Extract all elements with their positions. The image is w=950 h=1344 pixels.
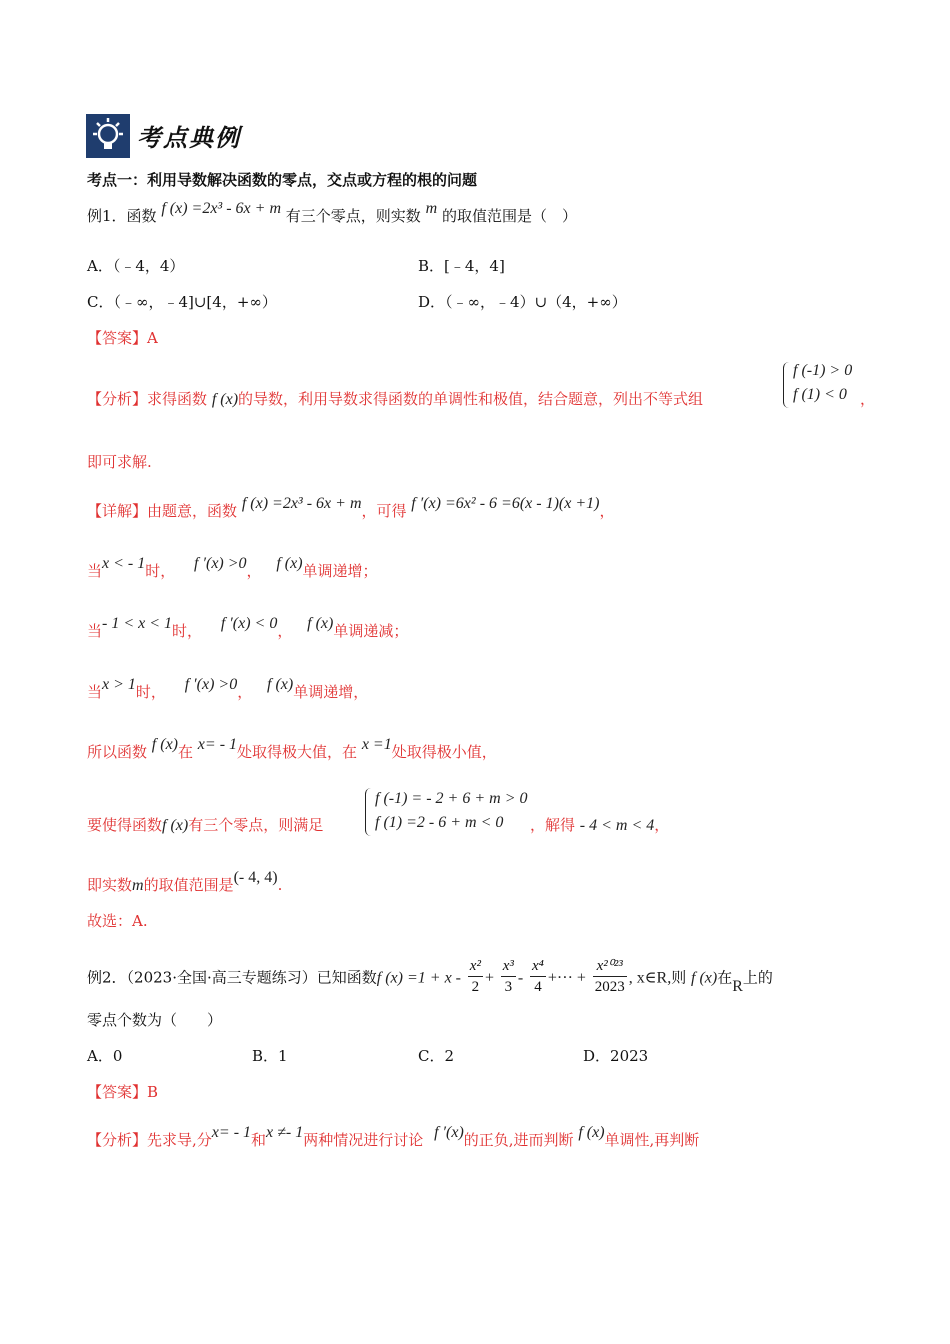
ex1-text-end: 的取值范围是（ ） xyxy=(441,207,577,225)
system-row: f (-1) > 0 xyxy=(793,362,853,379)
case-result: 单调递增； xyxy=(302,562,378,580)
system-row: f (1) < 0 xyxy=(793,386,847,403)
case-1 xyxy=(87,555,378,582)
lightbulb-icon xyxy=(86,114,130,158)
extrema-fx: f (x) xyxy=(151,736,178,753)
ex2-option-c: C．2 xyxy=(418,1047,455,1065)
condition-result xyxy=(530,815,669,836)
choose-line: 故选：A. xyxy=(87,912,148,930)
analysis-tag: 【分析】 xyxy=(87,1131,148,1149)
range-text: 的取值范围是 xyxy=(143,876,234,894)
case-text: 当 xyxy=(87,683,103,701)
case-fx: f (x) xyxy=(267,676,294,693)
case-condition: - 1 < x < 1 xyxy=(102,615,173,632)
analysis-fx: f (x) xyxy=(211,391,239,408)
case-fx: f (x) xyxy=(276,555,303,572)
case-text: ， xyxy=(277,622,293,640)
case-derivative: f ′(x) < 0 xyxy=(220,615,278,632)
system-row: f (-1) = - 2 + 6 + m > 0 xyxy=(375,790,528,807)
ex1-option-d: D．（﹣∞，﹣4）∪（4，+∞） xyxy=(418,293,627,311)
ex1-option-b: B．[﹣4，4] xyxy=(418,257,505,275)
answer-tag: 【答案】 xyxy=(87,329,148,347)
analysis-derivative: f ′(x) xyxy=(434,1124,464,1141)
condition-text: 有三个零点，则满足 xyxy=(188,816,324,834)
case-result: 单调递减； xyxy=(333,622,409,640)
brace xyxy=(365,788,374,836)
condition-fx: f (x) xyxy=(162,817,189,834)
condition-text: 要使得函数 xyxy=(87,816,163,834)
analysis-text: 两种情况进行讨论 xyxy=(303,1131,424,1149)
ex2-domain: , x∈R, xyxy=(628,969,672,987)
operator: +··· + xyxy=(547,969,586,987)
analysis-text: 先求导,分 xyxy=(147,1131,212,1149)
extrema-line xyxy=(87,736,497,763)
brace xyxy=(783,362,792,408)
range-m: m xyxy=(132,877,144,894)
ex1-label: 例1．函数 xyxy=(87,207,157,225)
inequality-system-2 xyxy=(365,788,535,838)
analysis-case-2: x ≠- 1 xyxy=(266,1124,304,1141)
case-text: 时， xyxy=(135,683,166,701)
answer-value: B xyxy=(147,1083,159,1101)
ex2-fx: f (x) xyxy=(691,969,718,987)
fraction xyxy=(501,956,516,997)
case-text: ， xyxy=(246,562,262,580)
fraction-num: x²⁰²³ xyxy=(593,956,627,977)
ex2-text: 上的 xyxy=(742,968,773,987)
case-2 xyxy=(87,615,409,642)
answer-value: A xyxy=(147,329,158,347)
condition-inequality: - 4 < m < 4 xyxy=(579,817,655,834)
case-text: 当 xyxy=(87,562,103,580)
analysis-text: 的正负,进而判断 xyxy=(463,1131,574,1149)
ex2-text: 在 xyxy=(717,968,733,987)
case-condition: x > 1 xyxy=(102,676,136,693)
case-condition: x < - 1 xyxy=(102,555,146,572)
system-row: f (1) =2 - 6 + m < 0 xyxy=(375,814,504,831)
fraction-num: x³ xyxy=(501,956,516,977)
fraction-num: x² xyxy=(468,956,483,977)
ex1-analysis xyxy=(87,389,703,410)
condition-text: ，解得 xyxy=(530,816,576,834)
ex2-function-lhs: f (x) =1 + x - xyxy=(376,969,461,987)
analysis-comma: ， xyxy=(860,390,876,408)
analysis-text: 和 xyxy=(251,1131,267,1149)
case-text: ， xyxy=(237,683,253,701)
case-derivative: f ′(x) >0 xyxy=(184,676,238,693)
ex2-option-d: D．2023 xyxy=(583,1047,649,1065)
ex2-answer xyxy=(87,1082,158,1102)
case-3 xyxy=(87,676,369,703)
detail-text: ， xyxy=(599,502,615,520)
fraction-den: 2 xyxy=(471,979,480,995)
case-result: 单调递增， xyxy=(293,683,369,701)
condition-text: ， xyxy=(654,816,670,834)
ex2-text: 则 xyxy=(671,968,687,987)
ex2-zero-count: 零点个数为（ ） xyxy=(87,1011,223,1029)
analysis-end: 即可求解. xyxy=(87,453,152,471)
extrema-text: 处取得极大值，在 xyxy=(237,743,358,761)
ex1-question xyxy=(87,200,577,227)
range-value: (- 4, 4) xyxy=(233,869,278,886)
ex2-option-a: A．0 xyxy=(87,1047,123,1065)
extrema-x2: x =1 xyxy=(361,736,392,753)
ex1-function: f (x) =2x³ - 6x + m xyxy=(161,200,282,217)
condition-line xyxy=(87,815,323,836)
detail-derivative: f ′(x) =6x² - 6 =6(x - 1)(x +1) xyxy=(411,495,600,512)
range-text: 即实数 xyxy=(87,876,133,894)
extrema-text: 所以函数 xyxy=(87,743,148,761)
detail-tag: 【详解】 xyxy=(87,502,148,520)
case-text: 当 xyxy=(87,622,103,640)
ex2-option-b: B．1 xyxy=(252,1047,288,1065)
detail-text: 由题意，函数 xyxy=(147,502,238,520)
range-line xyxy=(87,869,283,896)
fraction xyxy=(468,956,483,997)
topic-heading: 考点一：利用导数解决函数的零点，交点或方程的根的问题 xyxy=(87,171,478,189)
analysis-case-1: x= - 1 xyxy=(211,1124,252,1141)
section-title: 考点典例 xyxy=(137,123,241,152)
range-text: . xyxy=(277,876,283,894)
ex1-text-mid: 有三个零点，则实数 xyxy=(285,207,421,225)
operator: - xyxy=(517,969,524,987)
fraction-den: 3 xyxy=(504,979,513,995)
operator: + xyxy=(484,969,494,987)
analysis-text: 单调性,再判断 xyxy=(604,1131,700,1149)
case-fx: f (x) xyxy=(307,615,334,632)
detail-text: ，可得 xyxy=(361,502,407,520)
ex1-option-a: A．（﹣4，4） xyxy=(87,257,185,275)
extrema-text: 处取得极小值， xyxy=(391,743,497,761)
analysis-tag: 【分析】 xyxy=(87,390,148,408)
fraction xyxy=(593,956,627,997)
ex1-option-c: C．（﹣∞，﹣4]∪[4，+∞） xyxy=(87,293,277,311)
answer-tag: 【答案】 xyxy=(87,1083,148,1101)
fraction-den: 2023 xyxy=(594,979,625,995)
fraction-num: x⁴ xyxy=(530,956,546,977)
ex2-label: 例2．（2023·全国·高三专题练习）已知函数 xyxy=(87,968,377,987)
ex1-detail xyxy=(87,495,615,522)
analysis-text: 求得函数 xyxy=(147,390,208,408)
extrema-x1: x= - 1 xyxy=(197,736,238,753)
ex1-answer xyxy=(87,328,158,348)
fraction xyxy=(530,956,546,997)
detail-function: f (x) =2x³ - 6x + m xyxy=(241,495,362,512)
analysis-text: 的导数，利用导数求得函数的单调性和极值，结合题意，列出不等式组 xyxy=(238,390,704,408)
case-text: 时， xyxy=(172,622,203,640)
ex2-question xyxy=(87,958,773,999)
analysis-fx: f (x) xyxy=(578,1124,605,1141)
ex1-var-m: m xyxy=(425,200,438,217)
ex2-set-r: R xyxy=(732,977,743,995)
case-text: 时， xyxy=(145,562,176,580)
ex2-analysis xyxy=(87,1124,700,1151)
fraction-den: 4 xyxy=(534,979,542,995)
extrema-text: 在 xyxy=(178,743,194,761)
case-derivative: f ′(x) >0 xyxy=(194,555,247,572)
